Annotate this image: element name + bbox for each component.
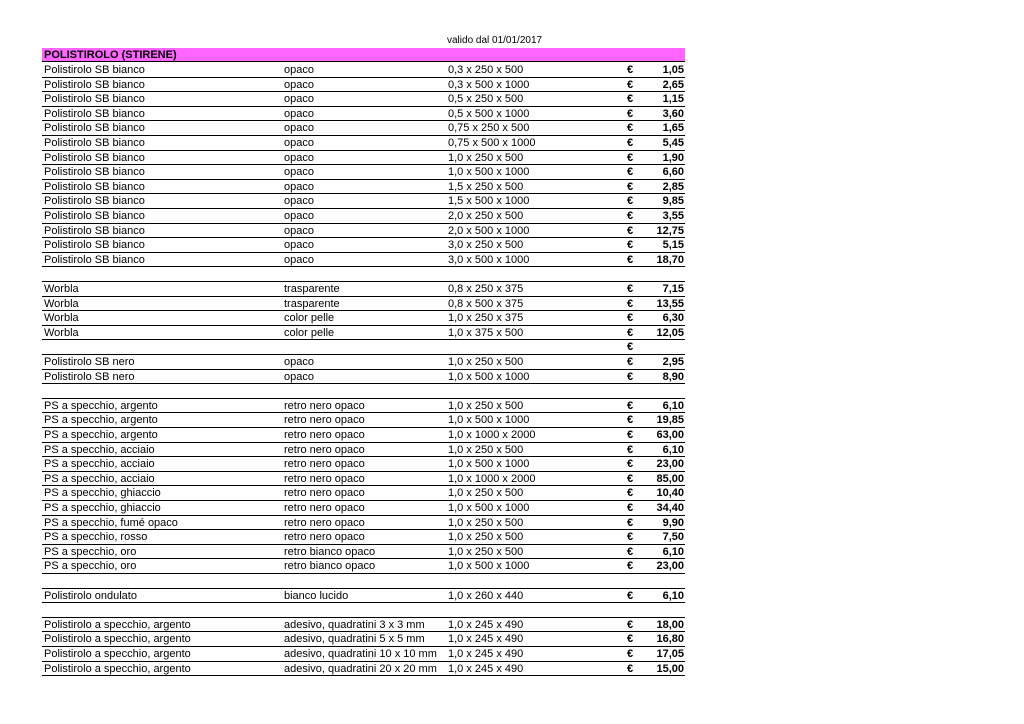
table-row: [42, 399, 685, 414]
price: 6,30: [662, 312, 684, 325]
price: 85,00: [656, 472, 684, 485]
table-row: [42, 107, 685, 122]
price: 8,90: [662, 370, 684, 383]
currency-symbol: €: [627, 487, 634, 500]
dimensions: 1,0 x 250 x 500: [448, 443, 524, 456]
table-row: [42, 267, 685, 282]
table-row: [42, 632, 685, 647]
finish: retro nero opaco: [284, 516, 365, 529]
price: 9,90: [662, 516, 684, 529]
product-name: Polistirolo SB bianco: [44, 239, 145, 252]
finish: adesivo, quadratini 5 x 5 mm: [284, 633, 425, 646]
currency-symbol: €: [627, 356, 634, 368]
dimensions: 0,8 x 250 x 375: [448, 283, 524, 295]
currency-symbol: €: [627, 151, 634, 164]
table-row: [42, 501, 685, 516]
finish: retro bianco opaco: [284, 560, 376, 573]
price: 5,15: [662, 239, 684, 252]
table-row: [42, 194, 685, 209]
dimensions: 1,0 x 250 x 500: [448, 545, 524, 558]
finish: opaco: [284, 107, 314, 120]
finish: opaco: [284, 78, 314, 91]
currency-symbol: €: [627, 516, 634, 529]
currency-symbol: €: [627, 326, 634, 339]
product-name: Polistirolo SB bianco: [44, 166, 145, 179]
price: 7,15: [662, 283, 684, 295]
product-name: Worbla: [44, 297, 79, 310]
product-name: Worbla: [44, 312, 79, 325]
currency-symbol: €: [627, 443, 634, 456]
dimensions: 0,3 x 500 x 1000: [448, 78, 530, 91]
dimensions: 1,5 x 500 x 1000: [448, 195, 530, 208]
table-row: [42, 180, 685, 195]
currency-symbol: €: [627, 458, 634, 471]
dimensions: 1,0 x 500 x 1000: [448, 370, 530, 383]
currency-symbol: €: [627, 107, 634, 120]
currency-symbol: €: [627, 210, 634, 222]
currency-symbol: €: [627, 137, 634, 149]
product-name: Polistirolo a specchio, argento: [44, 633, 191, 646]
price: 1,65: [662, 122, 684, 135]
product-name: PS a specchio, argento: [44, 399, 158, 412]
dimensions: 1,0 x 250 x 375: [448, 312, 524, 325]
product-name: PS a specchio, acciaio: [44, 472, 155, 485]
table-row: [42, 355, 685, 370]
currency-symbol: €: [627, 648, 634, 660]
product-name: Worbla: [44, 326, 79, 339]
product-name: PS a specchio, acciaio: [44, 443, 155, 456]
finish: opaco: [284, 166, 314, 179]
finish: opaco: [284, 356, 314, 368]
price: 10,40: [656, 487, 684, 500]
product-name: Polistirolo SB bianco: [44, 253, 145, 266]
currency-symbol: €: [627, 283, 634, 295]
price: 12,75: [656, 224, 684, 237]
dimensions: 1,0 x 500 x 1000: [448, 414, 530, 427]
dimensions: 1,0 x 500 x 1000: [448, 560, 530, 573]
currency-symbol: €: [627, 560, 634, 573]
price: 18,00: [656, 618, 684, 631]
product-name: PS a specchio, ghiaccio: [44, 502, 161, 514]
dimensions: 1,0 x 245 x 490: [448, 662, 524, 675]
price: 12,05: [656, 326, 684, 339]
table-row: [42, 151, 685, 166]
dimensions: 1,5 x 250 x 500: [448, 180, 524, 193]
table-row: [42, 413, 685, 428]
finish: opaco: [284, 210, 314, 222]
currency-symbol: €: [627, 618, 634, 631]
price: 6,10: [662, 545, 684, 558]
finish: retro nero opaco: [284, 502, 365, 514]
valid-from-date: valido dal 01/01/2017: [447, 35, 543, 46]
finish: retro nero opaco: [284, 399, 365, 412]
dimensions: 0,75 x 250 x 500: [448, 122, 530, 135]
table-row: [42, 282, 685, 297]
currency-symbol: €: [627, 633, 634, 646]
table-row: [42, 574, 685, 589]
table-row: [42, 63, 685, 78]
currency-symbol: €: [627, 297, 634, 310]
table-row: [42, 92, 685, 107]
finish: retro nero opaco: [284, 487, 365, 500]
dimensions: 1,0 x 245 x 490: [448, 648, 524, 660]
price: 2,85: [662, 180, 684, 193]
product-name: Polistirolo SB bianco: [44, 151, 145, 164]
currency-symbol: €: [627, 312, 634, 325]
price: 17,05: [656, 648, 684, 660]
table-row: [42, 589, 685, 604]
table-row: [42, 559, 685, 574]
currency-symbol: €: [627, 166, 634, 179]
dimensions: 1,0 x 245 x 490: [448, 618, 524, 631]
product-name: PS a specchio, argento: [44, 429, 158, 441]
price: 3,55: [662, 210, 684, 222]
price: 7,50: [662, 531, 684, 544]
product-name: Polistirolo SB nero: [44, 370, 135, 383]
table-row: [42, 530, 685, 545]
dimensions: 1,0 x 250 x 500: [448, 356, 524, 368]
finish: opaco: [284, 195, 314, 208]
table-row: [42, 647, 685, 662]
dimensions: 1,0 x 1000 x 2000: [448, 472, 536, 485]
table-row: [42, 209, 685, 224]
finish: retro nero opaco: [284, 429, 365, 441]
dimensions: 1,0 x 250 x 500: [448, 151, 524, 164]
dimensions: 1,0 x 260 x 440: [448, 589, 524, 602]
dimensions: 0,5 x 250 x 500: [448, 93, 524, 106]
dimensions: 1,0 x 250 x 500: [448, 399, 524, 412]
table-row: [42, 370, 685, 385]
dimensions: 2,0 x 500 x 1000: [448, 224, 530, 237]
price: 2,65: [662, 78, 684, 91]
table-row: [42, 618, 685, 633]
dimensions: 0,75 x 500 x 1000: [448, 137, 536, 149]
price: 63,00: [656, 429, 684, 441]
product-name: Polistirolo SB bianco: [44, 210, 145, 222]
price: 15,00: [656, 662, 684, 675]
table-row: [42, 121, 685, 136]
price: 6,10: [662, 399, 684, 412]
table-row: [42, 78, 685, 93]
currency-symbol: €: [627, 662, 634, 675]
table-row: [42, 224, 685, 239]
table-row: [42, 238, 685, 253]
finish: retro nero opaco: [284, 414, 365, 427]
currency-symbol: €: [627, 589, 634, 602]
currency-symbol: €: [627, 370, 634, 383]
finish: retro nero opaco: [284, 458, 365, 471]
table-row: [42, 253, 685, 268]
finish: opaco: [284, 239, 314, 252]
price: 9,85: [662, 195, 684, 208]
product-name: Polistirolo SB bianco: [44, 195, 145, 208]
product-name: Polistirolo SB bianco: [44, 122, 145, 135]
price: 18,70: [656, 253, 684, 266]
dimensions: 1,0 x 250 x 500: [448, 487, 524, 500]
dimensions: 0,8 x 500 x 375: [448, 297, 524, 310]
product-name: PS a specchio, acciaio: [44, 458, 155, 471]
product-name: PS a specchio, ghiaccio: [44, 487, 161, 500]
price: 6,10: [662, 443, 684, 456]
finish: opaco: [284, 224, 314, 237]
product-name: Polistirolo SB nero: [44, 356, 135, 368]
currency-symbol: €: [627, 78, 634, 91]
table-row: [42, 384, 685, 399]
product-name: PS a specchio, rosso: [44, 531, 148, 544]
price: 16,80: [656, 633, 684, 646]
dimensions: 1,0 x 500 x 1000: [448, 166, 530, 179]
finish: trasparente: [284, 283, 340, 295]
finish: opaco: [284, 180, 314, 193]
currency-symbol: €: [627, 64, 634, 76]
product-name: Polistirolo SB bianco: [44, 93, 145, 106]
product-name: Polistirolo SB bianco: [44, 224, 145, 237]
product-name: Polistirolo a specchio, argento: [44, 618, 191, 631]
currency-symbol: €: [627, 545, 634, 558]
dimensions: 1,0 x 1000 x 2000: [448, 429, 536, 441]
currency-symbol: €: [627, 239, 634, 252]
dimensions: 3,0 x 500 x 1000: [448, 253, 530, 266]
dimensions: 2,0 x 250 x 500: [448, 210, 524, 222]
table-row: [42, 165, 685, 180]
finish: adesivo, quadratini 10 x 10 mm: [284, 648, 437, 660]
dimensions: 0,3 x 250 x 500: [448, 64, 524, 76]
table-row: [42, 486, 685, 501]
currency-symbol: €: [627, 472, 634, 485]
table-row: [42, 472, 685, 487]
finish: adesivo, quadratini 3 x 3 mm: [284, 618, 425, 631]
price: 23,00: [656, 560, 684, 573]
table-row: [42, 443, 685, 458]
dimensions: 1,0 x 500 x 1000: [448, 502, 530, 514]
currency-symbol: €: [627, 429, 634, 441]
finish: retro nero opaco: [284, 443, 365, 456]
price: 1,05: [662, 64, 684, 76]
currency-symbol: €: [627, 253, 634, 266]
currency-symbol: €: [627, 399, 634, 412]
table-row: [42, 516, 685, 531]
price: 13,55: [656, 297, 684, 310]
product-name: Worbla: [44, 283, 79, 295]
table-row: [42, 457, 685, 472]
dimensions: 1,0 x 250 x 500: [448, 531, 524, 544]
currency-symbol: €: [627, 414, 634, 427]
price: 19,85: [656, 414, 684, 427]
price: 5,45: [662, 137, 684, 149]
currency-symbol: €: [627, 195, 634, 208]
finish: retro nero opaco: [284, 472, 365, 485]
currency-symbol: €: [627, 531, 634, 544]
table-row: [42, 326, 685, 341]
price: 3,60: [662, 107, 684, 120]
finish: trasparente: [284, 297, 340, 310]
price: 1,90: [662, 151, 684, 164]
price: 6,10: [662, 589, 684, 602]
product-name: PS a specchio, oro: [44, 560, 137, 573]
table-row: [42, 297, 685, 312]
finish: opaco: [284, 122, 314, 135]
dimensions: 1,0 x 245 x 490: [448, 633, 524, 646]
product-name: Polistirolo ondulato: [44, 589, 137, 602]
finish: opaco: [284, 93, 314, 106]
section-header: POLISTIROLO (STIRENE): [42, 48, 685, 62]
price: 6,60: [662, 166, 684, 179]
table-row: [42, 545, 685, 560]
table-row: [42, 311, 685, 326]
finish: retro bianco opaco: [284, 545, 376, 558]
currency-symbol: €: [627, 502, 634, 514]
finish: opaco: [284, 253, 314, 266]
currency-symbol: €: [627, 224, 634, 237]
finish: adesivo, quadratini 20 x 20 mm: [284, 662, 437, 675]
finish: retro nero opaco: [284, 531, 365, 544]
product-name: Polistirolo SB bianco: [44, 137, 145, 149]
finish: bianco lucido: [284, 589, 349, 602]
finish: opaco: [284, 137, 314, 149]
currency-symbol: €: [627, 180, 634, 193]
product-name: Polistirolo SB bianco: [44, 78, 145, 91]
product-name: Polistirolo a specchio, argento: [44, 662, 191, 675]
price: 34,40: [656, 502, 684, 514]
finish: color pelle: [284, 326, 335, 339]
dimensions: 1,0 x 500 x 1000: [448, 458, 530, 471]
product-name: PS a specchio, oro: [44, 545, 137, 558]
product-name: Polistirolo SB bianco: [44, 180, 145, 193]
table-row: [42, 603, 685, 618]
currency-symbol: €: [627, 341, 634, 354]
finish: opaco: [284, 370, 314, 383]
price: 1,15: [662, 93, 684, 106]
product-name: PS a specchio, fumé opaco: [44, 516, 178, 529]
finish: color pelle: [284, 312, 335, 325]
product-name: Polistirolo SB bianco: [44, 64, 145, 76]
currency-symbol: €: [627, 122, 634, 135]
product-name: Polistirolo a specchio, argento: [44, 648, 191, 660]
finish: opaco: [284, 64, 314, 76]
price: 2,95: [662, 356, 684, 368]
product-name: PS a specchio, argento: [44, 414, 158, 427]
product-name: Polistirolo SB bianco: [44, 107, 145, 120]
dimensions: 1,0 x 375 x 500: [448, 326, 524, 339]
dimensions: 1,0 x 250 x 500: [448, 516, 524, 529]
dimensions: 3,0 x 250 x 500: [448, 239, 524, 252]
dimensions: 0,5 x 500 x 1000: [448, 107, 530, 120]
finish: opaco: [284, 151, 314, 164]
table-row: [42, 340, 685, 355]
price: 23,00: [656, 458, 684, 471]
table-row: [42, 662, 685, 677]
table-row: [42, 136, 685, 151]
currency-symbol: €: [627, 93, 634, 106]
table-row: [42, 428, 685, 443]
